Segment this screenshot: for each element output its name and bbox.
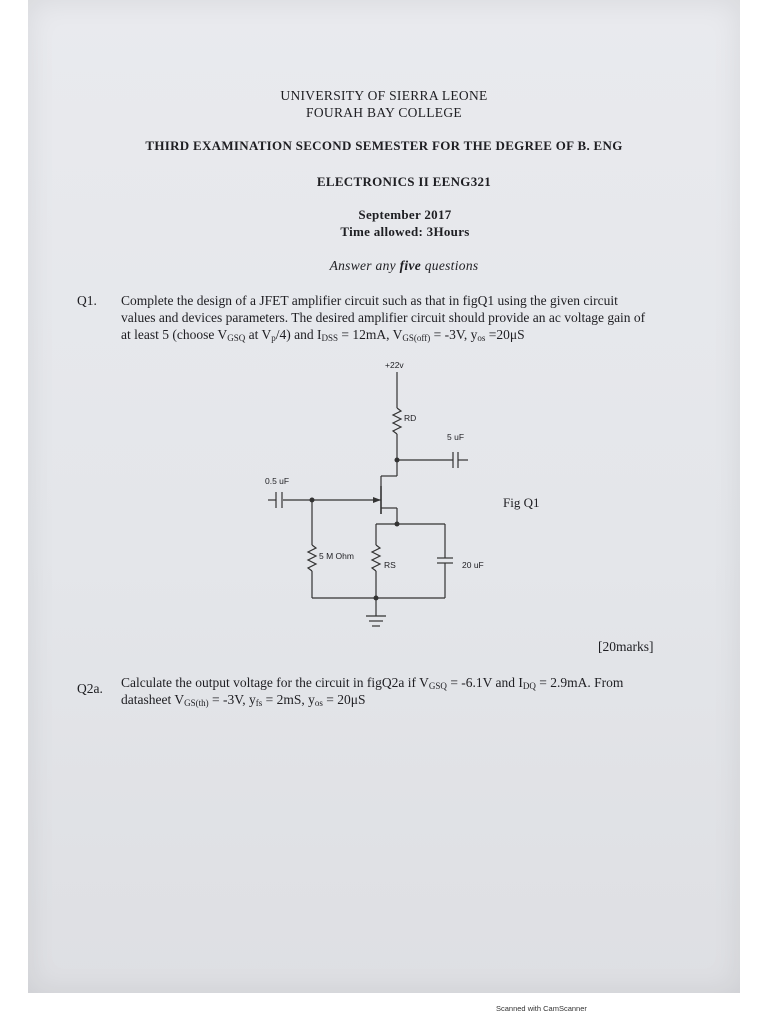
jfet-gate-arrow [373,497,381,503]
university-name: UNIVERSITY OF SIERRA LEONE [280,88,488,103]
course-title: ELECTRONICS II EENG321 [316,174,492,189]
college-name: FOURAH BAY COLLEGE [306,105,462,120]
exam-date: September 2017 [358,207,452,222]
figure-caption: Fig Q1 [503,495,540,510]
exam-title: THIRD EXAMINATION SECOND SEMESTER FOR THE DEGREE OF B. ENG [145,138,623,153]
output-cap-label: 5 uF [447,432,465,442]
cs-label: 20 uF [462,560,484,570]
q1-number: Q1. [77,293,97,308]
q2a-text: Calculate the output voltage for the circuit in figQ2a if $V_{GSQ} = -6.1V$ and $I_{DQ} = 2.9mA$. From datasheet $V_{GS(th)} = -3V$, $y_{fs} = 2mS$, $y_{os} = 20\mu S$ [121,675,624,708]
resistor-rg [308,545,316,571]
resistor-rs [372,545,380,571]
input-cap-label: 0.5 uF [265,476,290,486]
rd-label: RD [404,413,417,423]
scanner-watermark: Scanned with CamScanner [496,1004,587,1013]
rs-label: RS [384,560,396,570]
resistor-rd [393,408,401,434]
rg-label: 5 M Ohm [319,551,354,561]
q1-marks: [20marks] [598,639,654,654]
supply-label: +22v [385,360,404,370]
instructions: Answer any five questions [329,258,479,273]
q1-text: Complete the design of a JFET amplifier circuit such as that in figQ1 using the given circuit values and devices parameters. The desired amplifier circuit should provide an ac voltage gain of at least 5 (choose $V_{GSQ}$ at $V_p/4$) and $I_{DSS} = 12mA$, $V_{GS(off)} = -3V$, $y_{os} =20\mu S$ [121,293,646,343]
time-allowed: Time allowed: 3Hours [340,224,470,239]
q2a-number: Q2a. [77,681,103,696]
